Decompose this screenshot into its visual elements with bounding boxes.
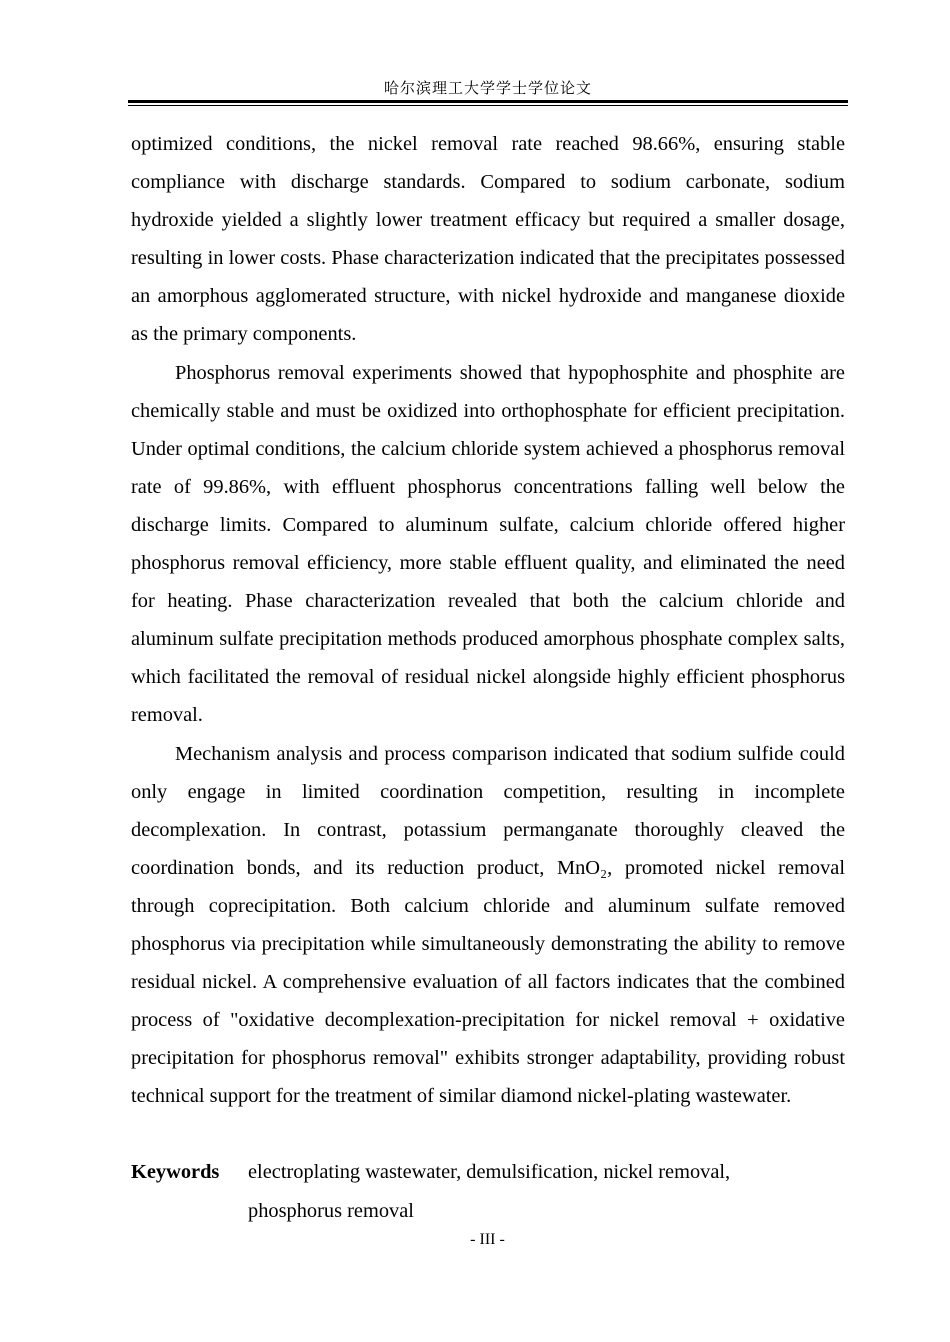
- paragraph-nickel-removal: optimized conditions, the nickel removal rate reached 98.66%, ensuring stable compliance with discharge standards. Compared to sodium carbonate, sodium hydroxide yielded a slightly lower treatment efficacy but required a smaller dosage, resulting in lower costs. Phase characterization indicated that the precipitates possessed an amorphous agglomerated structure, with nickel hydroxide and manganese dioxide as the primary components.: [131, 133, 845, 346]
- keywords-label: Keywords: [131, 1161, 220, 1183]
- keywords-section: [131, 1153, 845, 1231]
- keywords-list: electroplating wastewater, demulsification, nickel removal, phosphorus removal: [248, 1161, 731, 1222]
- page-number: - III -: [470, 1231, 505, 1248]
- header-rule-thin: [128, 105, 848, 106]
- running-header: 哈尔滨理工大学学士学位论文: [383, 79, 592, 97]
- paragraph-phosphorus-removal: Phosphorus removal experiments showed that hypophosphite and phosphite are chemically stable and must be oxidized into orthophosphate for efficient precipitation. Under optimal conditions, the calcium chloride system achieved a phosphorus removal rate of 99.86%, with effluent phosphorus concentrations falling well below the discharge limits. Compared to aluminum sulfate, calcium chloride offered higher phosphorus removal efficiency, more stable effluent quality, and eliminated the need for heating. Phase characterization revealed that both the calcium chloride and aluminum sulfate precipitation methods produced amorphous phosphate complex salts, which facilitated the removal of residual nickel alongside highly efficient phosphorus removal.: [131, 361, 845, 727]
- header-rule-thick: [128, 100, 848, 103]
- paragraph-mechanism-analysis: Mechanism analysis and process comparison indicated that sodium sulfide could only engage in limited coordination competition, resulting in incomplete decomplexation. In contrast, potassium permanganate thoroughly cleaved the coordination bonds, and its reduction product, MnO₂, promoted nickel removal through coprecipitation. Both calcium chloride and aluminum sulfate removed phosphorus via precipitation while simultaneously demonstrating the ability to remove residual nickel. A comprehensive evaluation of all factors indicates that the combined process of "oxidative decomplexation-precipitation for nickel removal + oxidative precipitation for phosphorus removal" exhibits stronger adaptability, providing robust technical support for the treatment of similar diamond nickel-plating wastewater.: [131, 742, 845, 1108]
- abstract-body: [131, 125, 845, 1115]
